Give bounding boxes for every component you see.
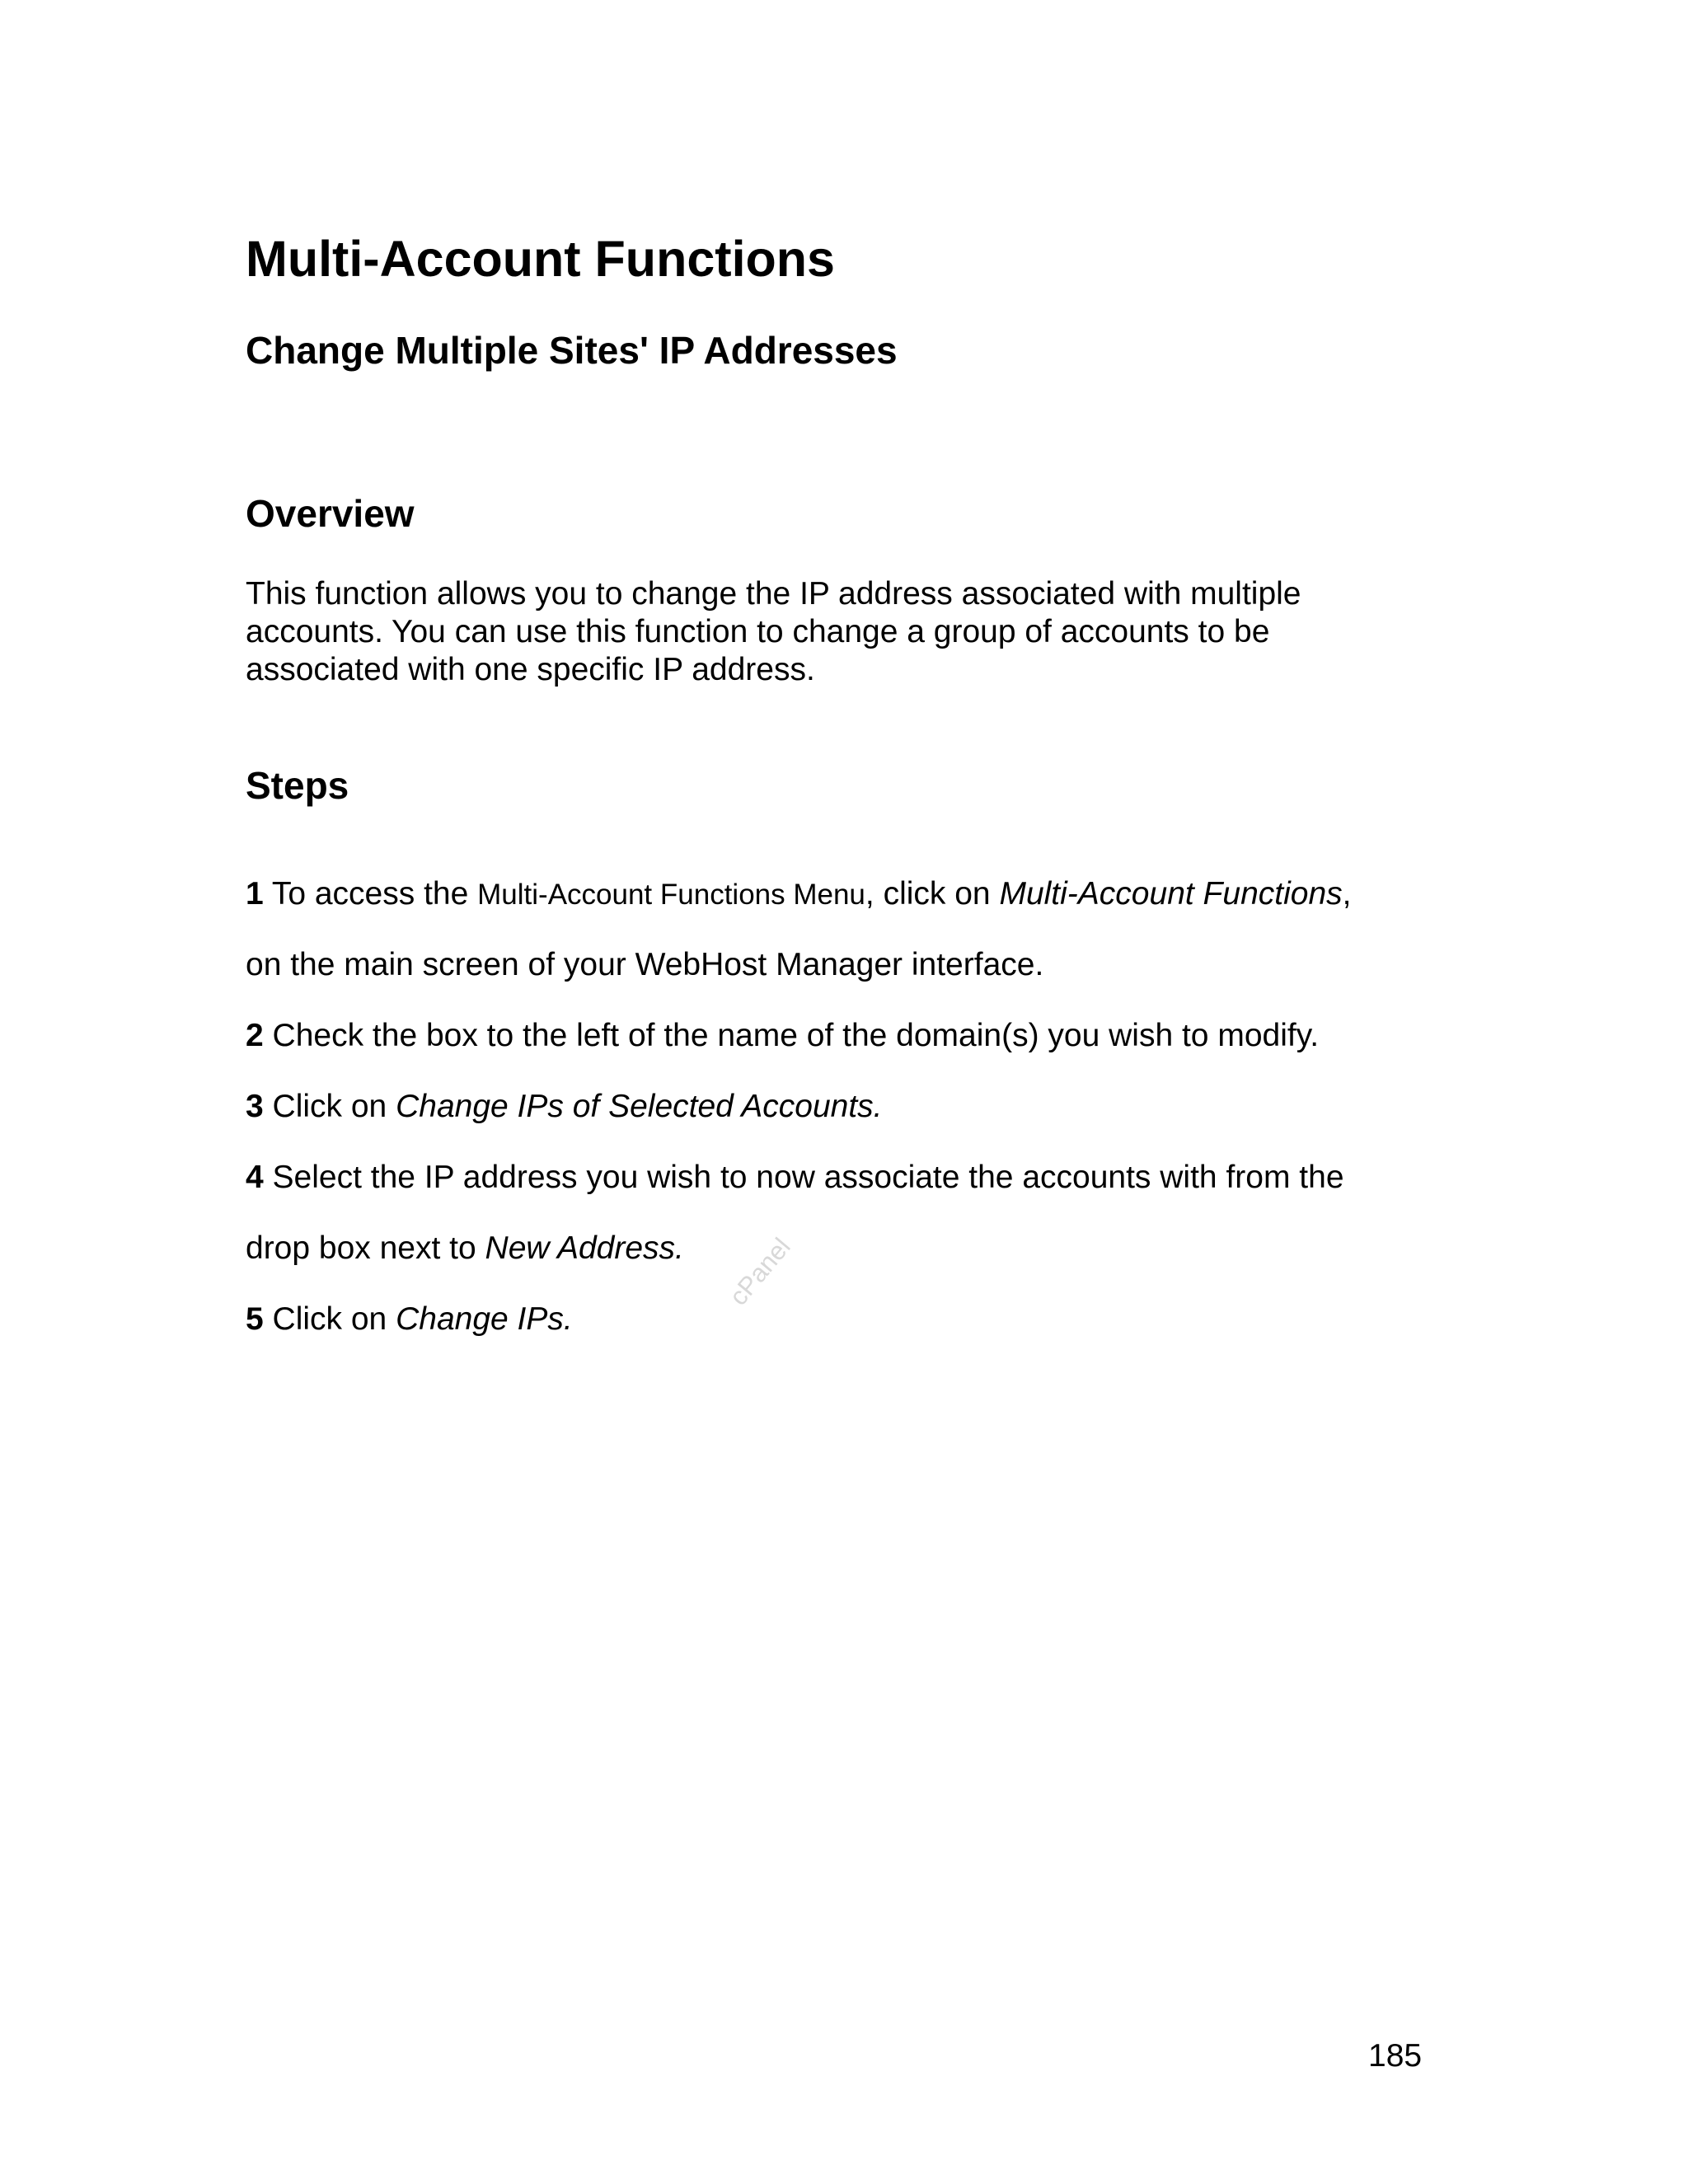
field-reference: New Address. [485, 1230, 684, 1266]
step-4-line-2 [246, 1230, 684, 1268]
page-number: 185 [1368, 2038, 1423, 2074]
overview-line-3: associated with one specific IP address. [246, 652, 815, 687]
steps-heading: Steps [246, 764, 349, 807]
step-text: Click on [263, 1301, 396, 1337]
step-number: 5 [246, 1301, 264, 1337]
step-5 [246, 1301, 573, 1338]
menu-link-reference: Multi-Account Functions [999, 876, 1343, 912]
step-1-line-2: on the main screen of your WebHost Manager interface. [246, 947, 1044, 982]
step-text: drop box next to [246, 1230, 485, 1266]
step-number: 4 [246, 1160, 264, 1195]
step-4-line-1 [246, 1159, 1344, 1197]
button-reference: Change IPs. [396, 1301, 573, 1337]
overview-line-1: This function allows you to change the IP address associated with multiple [246, 576, 1301, 612]
step-text: Click on [263, 1089, 396, 1124]
page-title: Multi-Account Functions [246, 231, 835, 287]
step-number: 2 [246, 1018, 264, 1053]
step-text: , [1342, 876, 1352, 912]
step-text: Select the IP address you wish to now associate the accounts with from the [263, 1160, 1344, 1195]
cpanel-watermark: cPanel [724, 1232, 796, 1311]
overview-paragraph [246, 575, 1416, 689]
button-reference: Change IPs of Selected Accounts. [396, 1089, 883, 1124]
step-3 [246, 1088, 883, 1126]
step-number: 1 [246, 876, 264, 912]
overview-line-2: accounts. You can use this function to change a group of accounts to be [246, 614, 1270, 649]
step-2 [246, 1017, 1319, 1055]
section-subtitle: Change Multiple Sites' IP Addresses [246, 329, 898, 372]
step-text: , click on [865, 876, 1000, 912]
step-1-line-1 [246, 875, 1351, 914]
step-text: Check the box to the left of the name of the domain(s) you wish to modify. [263, 1018, 1320, 1053]
step-text: To access the [263, 876, 478, 912]
menu-reference: Multi-Account Functions Menu [477, 879, 865, 911]
step-number: 3 [246, 1089, 264, 1124]
overview-heading: Overview [246, 492, 415, 535]
